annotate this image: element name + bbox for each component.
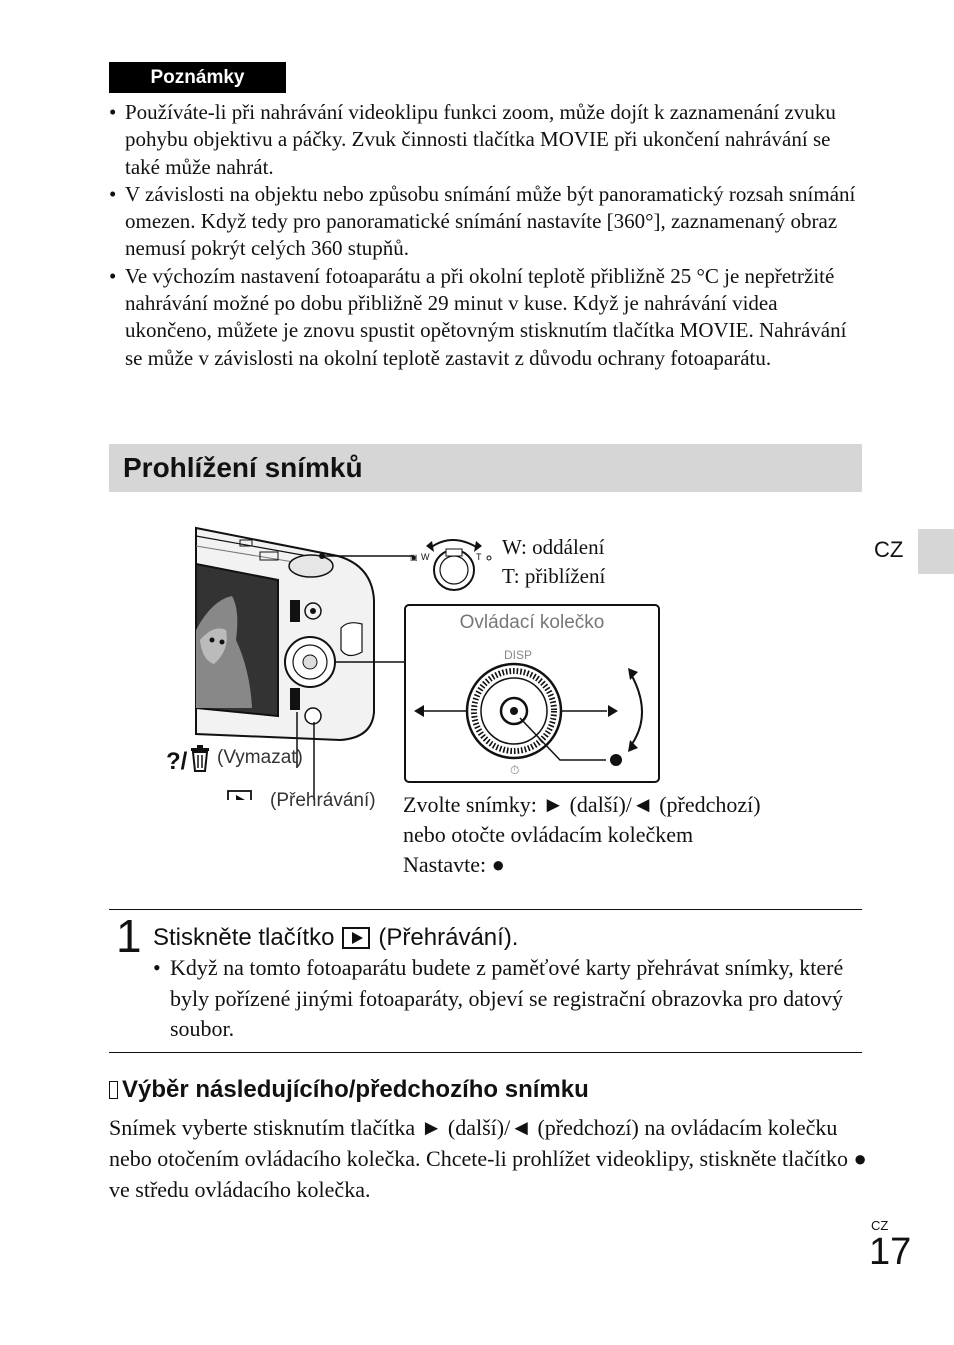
playback-label: (Přehrávání) <box>270 790 376 811</box>
divider <box>109 909 862 910</box>
disp-label: DISP <box>504 648 533 662</box>
step-number: 1 <box>116 910 142 962</box>
subsection-heading <box>109 1074 589 1106</box>
select-instructions: Zvolte snímky: ► (další)/◄ (předchozí) <box>403 792 761 817</box>
subsection-title: Výběr následujícího/předchozího snímku <box>122 1076 589 1103</box>
divider <box>109 1052 862 1053</box>
footer-lang: CZ <box>871 1218 889 1233</box>
control-wheel-title: Ovládací kolečko <box>459 612 605 633</box>
lever-t-label: T <box>476 552 482 562</box>
step-title <box>153 922 518 954</box>
zoom-t-label: T: přiblížení <box>502 564 606 588</box>
note-item: • Ve výchozím nastavení fotoaparátu a při okolní teplotě přibližně 25 °C je nepřetržité nahrávání možné po dobu přibližně 29 minut v kuse. Když je nahrávání videa ukončeno, můžete je znovu spustit opětovným stisknutím tlačítka MOVIE. Nahrávání se může v závislosti na okolní teplotě zastavit z důvodu ochrany fotoaparátu. <box>109 263 869 372</box>
note-item: • Používáte-li při nahrávání videoklipu funkci zoom, může dojít k zaznamenání zvuku pohybu objektivu a páčky. Zvuk činnosti tlačítka MOVIE při ukončení nahrávání se také může nahrát. <box>109 99 869 181</box>
svg-text:⏱: ⏱ <box>510 763 520 777</box>
side-tab-label: CZ <box>874 537 904 562</box>
section-title: Prohlížení snímků <box>123 452 363 483</box>
zoom-w-label: W: oddálení <box>502 535 605 559</box>
step-title-prefix: Stiskněte tlačítko <box>153 924 335 951</box>
step-title-suffix: (Přehrávání). <box>378 924 519 951</box>
subsection-body: Snímek vyberte stisknutím tlačítka ► (další)/◄ (předchozí) na ovládacím kolečku nebo otočením ovládacího kolečka. Chcete-li prohlížet videoklipy, stiskněte tlačítko ● ve středu ovládacího kolečka. <box>109 1115 867 1202</box>
section-header <box>109 444 862 492</box>
notes-label: Poznámky <box>109 62 286 93</box>
step-note: • Když na tomto fotoaparátu budete z paměťové karty přehrávat snímky, které byly pořízené jinými fotoaparáty, objeví se registrační obrazovka pro datový soubor. <box>153 953 870 1045</box>
select-instructions: nebo otočte ovládacím kolečkem <box>403 822 694 847</box>
select-instructions: Nastavte: ● <box>403 852 505 877</box>
delete-label: (Vymazat) <box>217 747 303 768</box>
notes-list <box>109 99 869 372</box>
playback-icon <box>342 927 370 949</box>
note-item: • V závislosti na objektu nebo způsobu snímání může být panoramatický rozsah snímání omezen. Když tedy pro panoramatické snímání nastavíte [360°], zaznamenaný obraz nemusí pokrýt celých 360 stupňů. <box>109 181 869 263</box>
heading-marker-icon <box>109 1081 118 1099</box>
delete-icon-prefix: ?/ <box>166 748 188 775</box>
lever-w-label: W <box>421 552 430 562</box>
page-number: 17 <box>869 1231 912 1273</box>
svg-text:▣: ▣ <box>410 553 418 562</box>
side-tab <box>918 529 954 574</box>
trash-icon <box>191 745 209 771</box>
